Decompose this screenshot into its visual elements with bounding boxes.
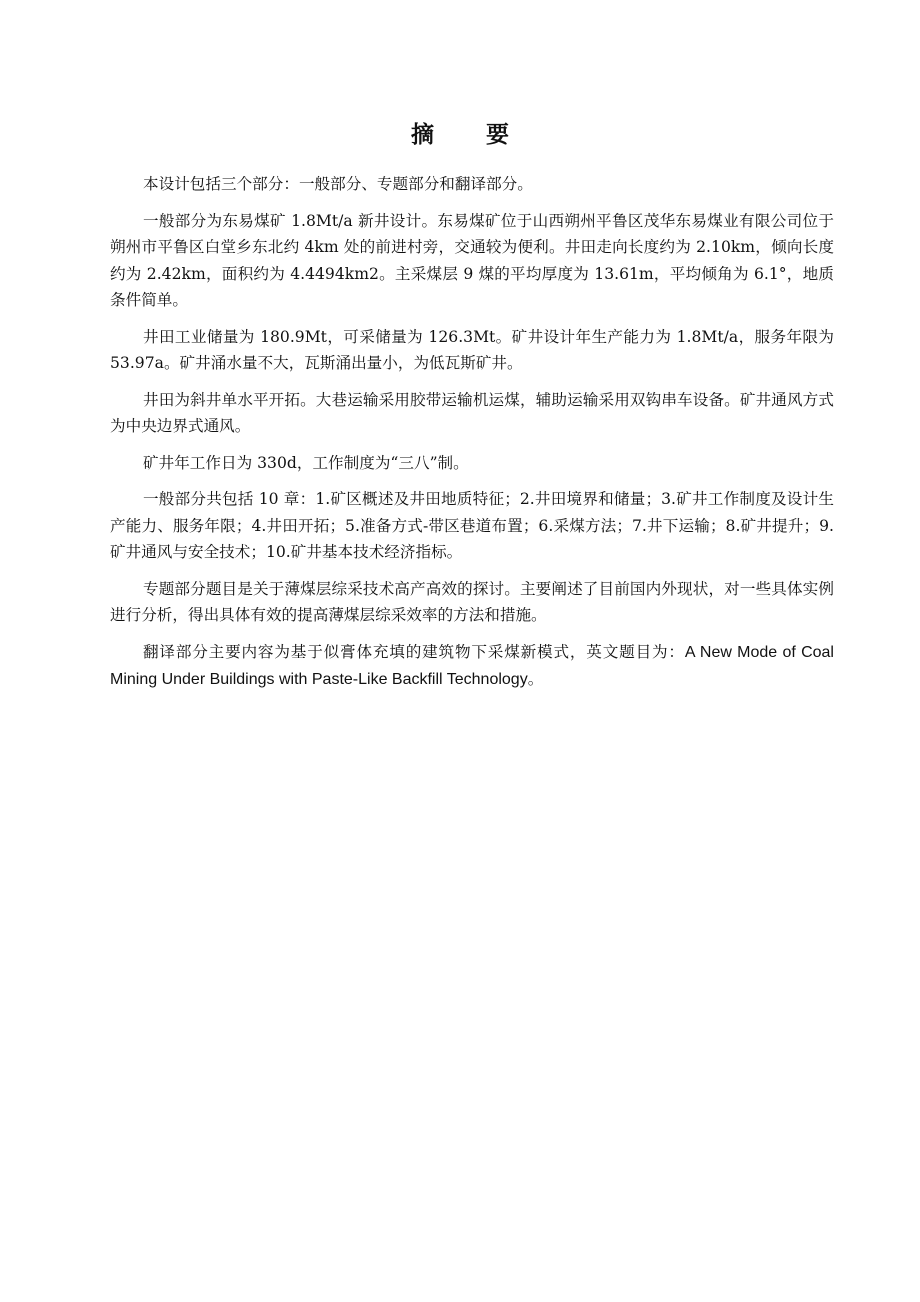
paragraph-development: 井田为斜井单水平开拓。大巷运输采用胶带运输机运煤，辅助运输采用双钩串车设备。矿井通风方式为中央边界式通风。 xyxy=(110,390,834,435)
abstract-body xyxy=(110,171,834,704)
paragraph-work-schedule: 矿井年工作日为 330d，工作制度为“三八”制。 xyxy=(143,453,469,472)
page-title: 摘 要 xyxy=(410,121,531,148)
paragraph-general-part: 一般部分为东易煤矿 1.8Mt/a 新井设计。东易煤矿位于山西朔州平鲁区茂华东易煤业有限公司位于朔州市平鲁区白堂乡东北约 4km 处的前进村旁，交通较为便利。井田走向长度约为 2.10km，倾向长度约为 2.42km，面积约为 4.4494km2。主采煤层 9 煤的平均厚度为 13.61m，平均倾角为 6.1°，地质条件简单。 xyxy=(110,211,834,309)
english-title-text: A New Mode of Coal Mining Under Buildings with Paste-Like Backfill Technology xyxy=(110,643,834,688)
paragraph-reserves: 井田工业储量为 180.9Mt，可采储量为 126.3Mt。矿井设计年生产能力为 1.8Mt/a，服务年限为 53.97a。矿井涌水量不大，瓦斯涌出量小，为低瓦斯矿井。 xyxy=(110,327,834,372)
paragraph-overview: 本设计包括三个部分：一般部分、专题部分和翻译部分。 xyxy=(143,175,533,193)
paragraph-translation xyxy=(110,639,834,694)
paragraph-special-topic: 专题部分题目是关于薄煤层综采技术高产高效的探讨。主要阐述了目前国内外现状，对一些具体实例进行分析，得出具体有效的提高薄煤层综采效率的方法和措施。 xyxy=(110,579,834,624)
closing-punctuation: 。 xyxy=(527,670,544,688)
translation-intro-text: 翻译部分主要内容为基于似膏体充填的建筑物下采煤新模式，英文题目为： xyxy=(143,642,685,661)
paragraph-chapters: 一般部分共包括 10 章：1.矿区概述及井田地质特征；2.井田境界和储量；3.矿井工作制度及设计生产能力、服务年限；4.井田开拓；5.准备方式-带区巷道布置；6.采煤方法；7.井下运输；8.矿井提升；9.矿井通风与安全技术；10.矿井基本技术经济指标。 xyxy=(110,490,834,561)
